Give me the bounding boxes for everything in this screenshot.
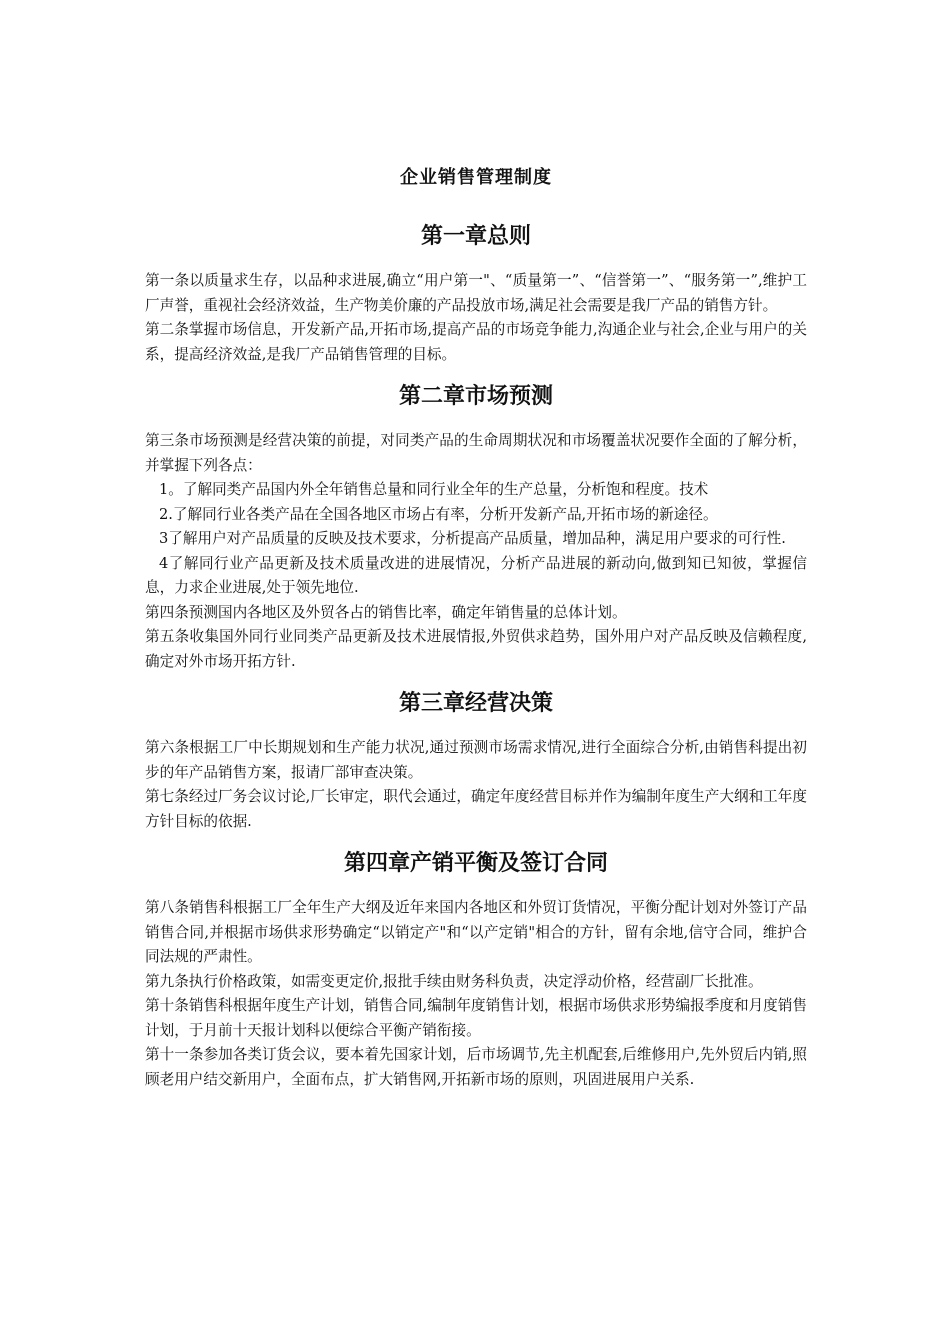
chapter-heading: 第三章经营决策 bbox=[398, 691, 553, 716]
article-paragraph: 第三条市场预测是经营决策的前提，对同类产品的生命周期状况和市场覆盖状况要作全面的了解分析，并掌握下列各点： bbox=[145, 432, 807, 474]
article-paragraph: 第二条掌握市场信息，开发新产品,开拓市场,提高产品的市场竞争能力,沟通企业与社会,企业与用户的关系，提高经济效益,是我厂产品销售管理的目标。 bbox=[145, 321, 807, 363]
article-paragraph: 第九条执行价格政策，如需变更定价,报批手续由财务科负责，决定浮动价格，经营副厂长批准。 bbox=[145, 972, 763, 990]
document-title: 企业销售管理制度 bbox=[400, 167, 552, 188]
list-item: 1。了解同类产品国内外全年销售总量和同行业全年的生产总量，分析饱和程度。技术 bbox=[159, 481, 709, 498]
article-paragraph: 第十条销售科根据年度生产计划，销售合同,编制年度销售计划，根据市场供求形势编报季度和月度销售计划，于月前十天报计划科以便综合平衡产销衔接。 bbox=[145, 997, 807, 1039]
chapter-heading: 第二章市场预测 bbox=[398, 384, 553, 409]
list-item: 2.了解同行业各类产品在全国各地区市场占有率，分析开发新产品,开拓市场的新途径。 bbox=[159, 505, 718, 523]
article-paragraph: 第十一条参加各类订货会议，要本着先国家计划，后市场调节,先主机配套,后维修用户,先外贸后内销,照顾老用户结交新用户，全面布点，扩大销售网,开拓新市场的原则，巩固进展用户关系. bbox=[145, 1046, 807, 1088]
list-item: 3了解用户对产品质量的反映及技术要求，分析提高产品质量，增加品种，满足用户要求的可行性. bbox=[159, 530, 786, 547]
article-paragraph: 第八条销售科根据工厂全年生产大纲及近年来国内各地区和外贸订货情况，平衡分配计划对外签订产品销售合同,并根据市场供求形势确定“以销定产"和“以产定销"相合的方针，留有余地,信守合同，维护合同法规的严肃性。 bbox=[145, 899, 807, 965]
article-paragraph: 第六条根据工厂中长期规划和生产能力状况,通过预测市场需求情况,进行全面综合分析,由销售科提出初步的年产品销售方案，报请厂部审查决策。 bbox=[145, 739, 807, 781]
article-paragraph: 第四条预测国内各地区及外贸各占的销售比率，确定年销售量的总体计划。 bbox=[145, 603, 627, 621]
chapter-heading: 第一章总则 bbox=[420, 224, 531, 249]
chapter-heading: 第四章产销平衡及签订合同 bbox=[343, 851, 608, 876]
article-paragraph: 第七条经过厂务会议讨论,厂长审定，职代会通过，确定年度经营目标并作为编制年度生产大纲和工年度方针目标的依据. bbox=[145, 788, 807, 830]
article-paragraph: 第一条以质量求生存，以品种求进展,确立“用户第一"、“质量第一”、“信誉第一”、“服务第一”,维护工厂声誉，重视社会经济效益，生产物美价廉的产品投放市场,满足社会需要是我厂产品的销售方针。 bbox=[145, 272, 807, 314]
document-body bbox=[145, 163, 807, 1092]
article-paragraph: 第五条收集国外同行业同类产品更新及技术进展情报,外贸供求趋势，国外用户对产品反映及信赖程度,确定对外市场开拓方针. bbox=[145, 628, 807, 670]
list-item: 4了解同行业产品更新及技术质量改进的进展情况，分析产品进展的新动向,做到知已知彼，掌握信息，力求企业进展,处于领先地位. bbox=[145, 554, 807, 596]
